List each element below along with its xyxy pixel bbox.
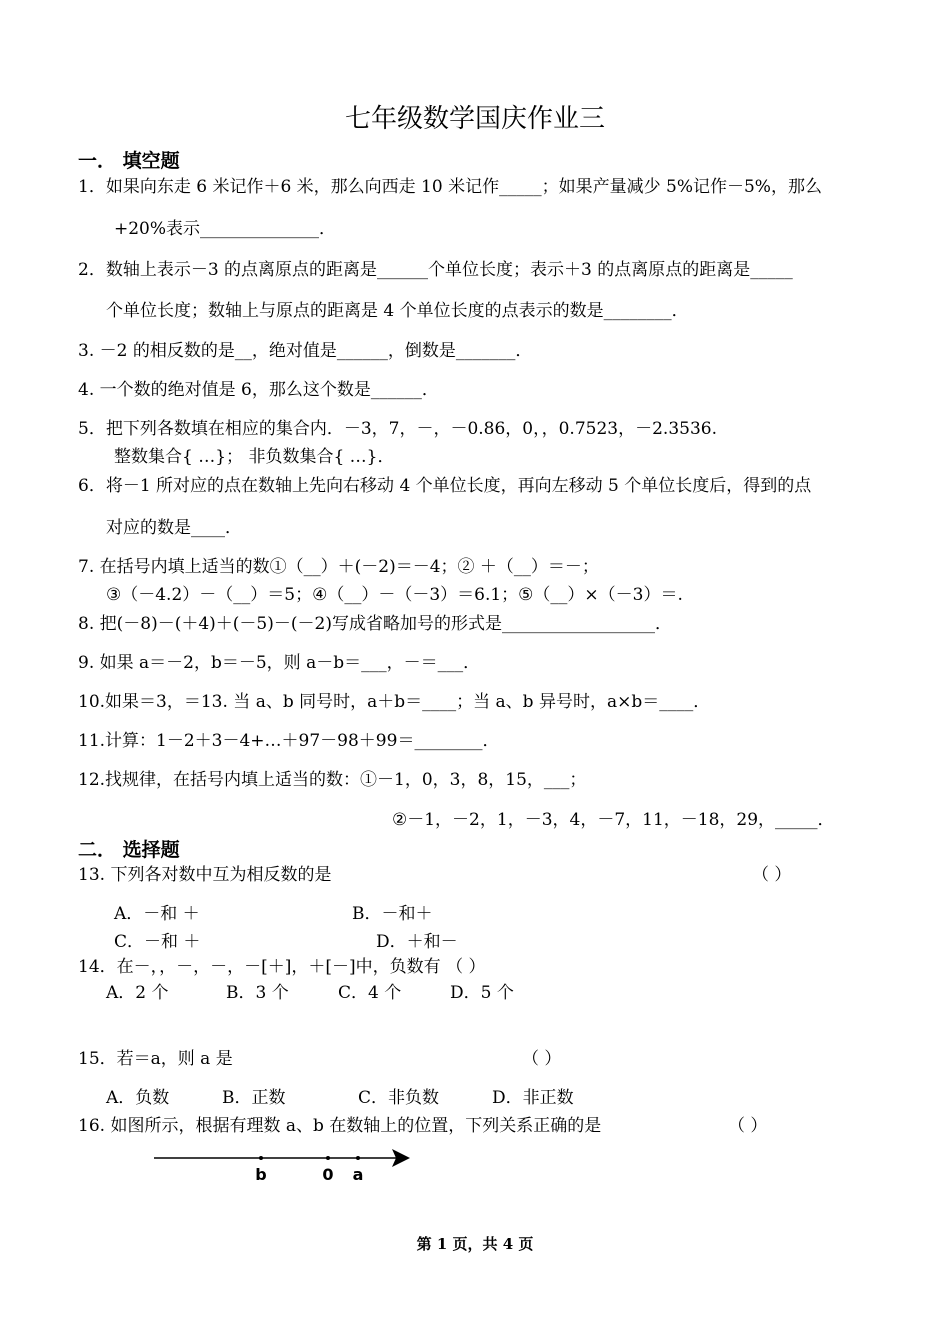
- page-title: 七年级数学国庆作业三: [344, 104, 605, 134]
- question-6-line-2: 对应的数是____．: [106, 518, 242, 538]
- question-14: 14．在－，，－，－，－[＋]，＋[－]中，负数有 （ ）: [78, 957, 486, 977]
- question-13: 13. 下列各对数中互为相反数的是: [78, 865, 332, 885]
- question-2-line-1: 2．数轴上表示－3 的点离原点的距离是______个单位长度；表示＋3 的点离原点的距离是_____: [78, 260, 793, 280]
- question-15-option-a: A．负数: [106, 1088, 170, 1108]
- question-16: 16. 如图所示，根据有理数 a、b 在数轴上的位置，下列关系正确的是: [78, 1116, 602, 1136]
- question-13-answer-paren: （ ）: [752, 865, 792, 885]
- question-5-sets: 整数集合{ …}； 非负数集合{ …}．: [114, 447, 395, 467]
- question-14-option-a: A．2 个: [106, 983, 169, 1003]
- question-14-option-d: D．5 个: [450, 983, 514, 1003]
- question-13-option-d: D．＋和－: [376, 932, 458, 952]
- question-4: 4. 一个数的绝对值是 6，那么这个数是______．: [78, 380, 439, 400]
- question-9: 9. 如果 a＝－2，b＝－5，则 a－b＝___，－＝___．: [78, 653, 481, 673]
- point-b-dot: [259, 1156, 263, 1160]
- question-1-line-2: +20%表示______________．: [114, 219, 337, 239]
- question-8: 8. 把(－8)－(＋4)＋(－5)－(－2)写成省略加号的形式是__________________．: [78, 614, 672, 634]
- question-13-option-b: B．－和＋: [352, 904, 433, 924]
- question-3: 3. －2 的相反数的是__，绝对值是______，倒数是_______．: [78, 341, 533, 361]
- question-12-line-2: ②－1，－2，1，－3，4，－7，11，－18，29，_____．: [392, 810, 835, 830]
- question-7-line-2: ③（－4.2）－（__）＝5；④（__）－（－3）＝6.1；⑤（__）×（－3）＝.: [106, 585, 683, 605]
- question-13-option-c: C．－和 ＋: [114, 932, 201, 952]
- question-11: 11.计算：1－2＋3－4+…＋97－98＋99＝________．: [78, 731, 500, 751]
- point-a-dot: [356, 1156, 360, 1160]
- question-10: 10.如果＝3，＝13. 当 a、b 同号时，a＋b＝____；当 a、b 异号时，a×b＝____．: [78, 692, 711, 712]
- label-b: b: [255, 1165, 267, 1184]
- question-6-line-1: 6．将－1 所对应的点在数轴上先向右移动 4 个单位长度，再向左移动 5 个单位长度后，得到的点: [78, 476, 812, 496]
- section-heading-choice: 二． 选择题: [78, 839, 180, 861]
- question-15: 15．若＝a，则 a 是: [78, 1049, 233, 1069]
- question-16-answer-paren: （ ）: [728, 1116, 768, 1136]
- question-14-option-c: C．4 个: [338, 983, 402, 1003]
- question-13-option-a: A．－和 ＋: [114, 904, 200, 924]
- question-1-line-1: 1．如果向东走 6 米记作＋6 米，那么向西走 10 米记作_____；如果产量减少 5%记作－5%，那么: [78, 177, 822, 197]
- label-a: a: [352, 1165, 364, 1184]
- question-15-answer-paren: （ ）: [522, 1049, 562, 1069]
- section-heading-fill-in: 一． 填空题: [78, 150, 180, 172]
- point-origin-dot: [326, 1156, 330, 1160]
- number-line-figure: [148, 1142, 418, 1184]
- question-15-option-b: B．正数: [222, 1088, 286, 1108]
- question-15-option-c: C．非负数: [358, 1088, 440, 1108]
- question-5-line-1: 5．把下列各数填在相应的集合内．－3，7，－，－0.86，0，，0.7523，－2.3536.: [78, 419, 717, 439]
- question-7-line-1: 7. 在括号内填上适当的数①（__）＋(－2)＝－4；② ＋（__）＝－；: [78, 557, 599, 577]
- question-12-line-1: 12.找规律，在括号内填上适当的数：①－1，0，3，8，15，___；: [78, 770, 587, 790]
- question-15-option-d: D．非正数: [492, 1088, 574, 1108]
- question-2-line-2: 个单位长度；数轴上与原点的距离是 4 个单位长度的点表示的数是________．: [106, 301, 689, 321]
- page-footer: 第 1 页，共 4 页: [416, 1235, 534, 1253]
- label-zero: 0: [322, 1165, 334, 1184]
- question-14-option-b: B．3 个: [226, 983, 289, 1003]
